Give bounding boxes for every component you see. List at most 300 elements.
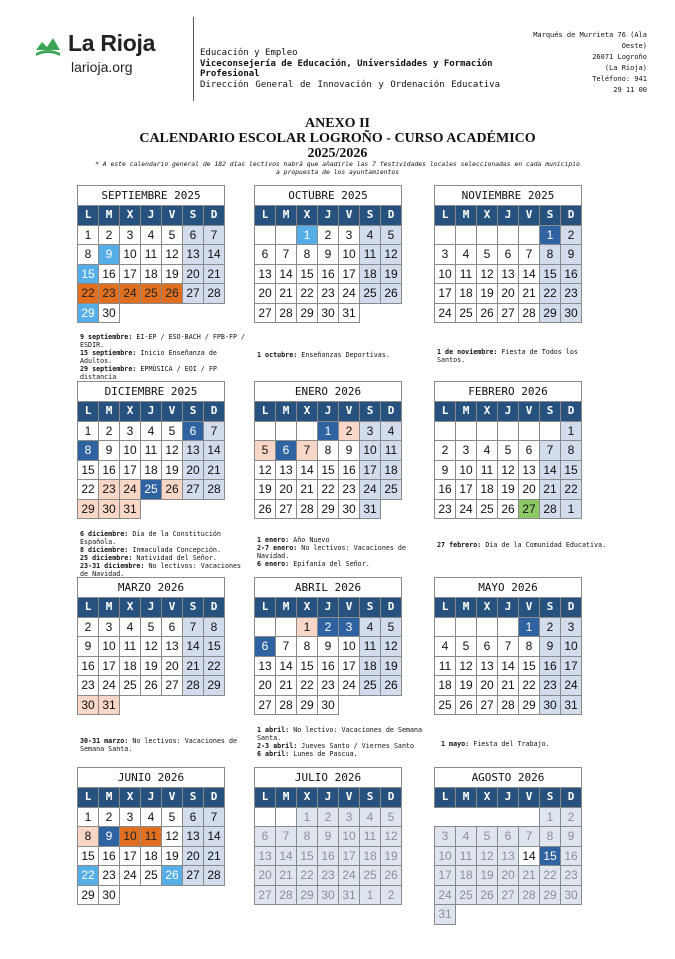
day-cell: 19 xyxy=(162,460,183,480)
day-cell: 17 xyxy=(120,264,141,284)
notes-may xyxy=(441,740,611,748)
day-cell: 26 xyxy=(162,480,183,500)
day-cell: 23 xyxy=(318,676,339,696)
day-cell: 1 xyxy=(78,807,99,827)
calendar-note: * A este calendario general de 182 días lectivos habrá que añadirle las 7 festividades locales seleccionadas en cada municipio a propuesta de los ayuntamientos xyxy=(95,160,580,176)
month-calendar xyxy=(434,381,582,519)
note-line xyxy=(80,530,250,546)
day-cell: 4 xyxy=(141,421,162,441)
note-text: Año Nuevo xyxy=(289,536,330,544)
day-cell: 6 xyxy=(255,637,276,657)
day-cell: 15 xyxy=(318,460,339,480)
day-cell: 11 xyxy=(381,441,402,461)
note-line xyxy=(437,348,607,364)
weekday-header: S xyxy=(183,788,204,808)
day-cell: 16 xyxy=(318,656,339,676)
day-cell: 17 xyxy=(120,460,141,480)
day-cell: 11 xyxy=(360,637,381,657)
day-cell: 1 xyxy=(78,421,99,441)
note-date: 23-31 diciembre: xyxy=(80,562,145,570)
day-cell: 2 xyxy=(318,807,339,827)
note-line xyxy=(80,365,250,381)
day-cell: 27 xyxy=(519,499,540,519)
day-cell: 12 xyxy=(381,637,402,657)
note-line xyxy=(437,541,607,549)
day-cell: 29 xyxy=(78,499,99,519)
note-date: 27 febrero: xyxy=(437,541,482,549)
weekday-header: J xyxy=(318,788,339,808)
day-cell: 19 xyxy=(498,480,519,500)
month-name: NOVIEMBRE 2025 xyxy=(435,186,582,206)
address-street: Marqués de Murrieta 76 (Ala Oeste) xyxy=(533,31,647,50)
day-cell: 3 xyxy=(99,617,120,637)
day-cell: 6 xyxy=(276,441,297,461)
day-cell: 3 xyxy=(339,225,360,245)
day-cell xyxy=(255,225,276,245)
day-cell: 9 xyxy=(99,441,120,461)
day-cell: 5 xyxy=(477,245,498,265)
weekday-header: X xyxy=(297,788,318,808)
day-cell: 13 xyxy=(477,656,498,676)
day-cell: 26 xyxy=(381,284,402,304)
note-line xyxy=(257,544,427,560)
day-cell: 22 xyxy=(204,656,225,676)
day-cell: 21 xyxy=(276,284,297,304)
day-cell: 28 xyxy=(276,885,297,905)
day-cell: 12 xyxy=(162,827,183,847)
day-cell: 14 xyxy=(540,460,561,480)
day-cell: 29 xyxy=(519,695,540,715)
day-cell xyxy=(276,807,297,827)
day-cell: 19 xyxy=(255,480,276,500)
day-cell: 13 xyxy=(276,460,297,480)
weekday-header: L xyxy=(255,598,276,618)
day-cell: 5 xyxy=(141,617,162,637)
day-cell: 24 xyxy=(339,284,360,304)
day-cell: 22 xyxy=(540,866,561,886)
day-cell: 3 xyxy=(435,827,456,847)
day-cell: 15 xyxy=(561,460,582,480)
note-line xyxy=(257,351,427,359)
day-cell: 31 xyxy=(99,695,120,715)
day-cell: 18 xyxy=(456,284,477,304)
day-cell: 31 xyxy=(360,499,381,519)
note-line xyxy=(257,742,427,750)
note-date: 1 octubre: xyxy=(257,351,298,359)
day-cell: 11 xyxy=(456,846,477,866)
day-cell: 14 xyxy=(519,846,540,866)
weekday-header: V xyxy=(339,206,360,226)
notes-march xyxy=(80,737,250,753)
day-cell: 7 xyxy=(204,807,225,827)
weekday-header: X xyxy=(297,206,318,226)
day-cell: 11 xyxy=(141,827,162,847)
weekday-header: D xyxy=(561,206,582,226)
day-cell: 18 xyxy=(120,656,141,676)
note-text: Inicio Enseñanza de Adultos. xyxy=(80,349,217,365)
day-cell: 25 xyxy=(360,866,381,886)
day-cell: 14 xyxy=(276,656,297,676)
day-cell: 13 xyxy=(498,846,519,866)
day-cell: 15 xyxy=(540,846,561,866)
day-cell: 7 xyxy=(519,245,540,265)
weekday-header: X xyxy=(477,598,498,618)
weekday-header: S xyxy=(360,402,381,422)
dept-direccion: Dirección General de Innovación y Ordenación Educativa xyxy=(200,79,500,90)
weekday-header: M xyxy=(456,402,477,422)
day-cell: 12 xyxy=(381,245,402,265)
day-cell: 8 xyxy=(297,637,318,657)
day-cell: 28 xyxy=(276,303,297,323)
note-text: Jueves Santo / Viernes Santo xyxy=(297,742,415,750)
day-cell: 27 xyxy=(276,499,297,519)
day-cell: 19 xyxy=(162,264,183,284)
day-cell: 23 xyxy=(99,284,120,304)
day-cell: 19 xyxy=(381,846,402,866)
note-text: Lunes de Pascua. xyxy=(289,750,358,758)
month-calendar xyxy=(434,185,582,323)
day-cell: 15 xyxy=(297,846,318,866)
weekday-header: M xyxy=(99,788,120,808)
weekday-header: J xyxy=(318,598,339,618)
day-cell: 8 xyxy=(297,827,318,847)
day-cell: 18 xyxy=(360,846,381,866)
day-cell: 7 xyxy=(204,225,225,245)
day-cell: 6 xyxy=(255,245,276,265)
day-cell: 12 xyxy=(498,460,519,480)
day-cell: 2 xyxy=(561,807,582,827)
day-cell: 26 xyxy=(141,676,162,696)
month-name: ABRIL 2026 xyxy=(255,578,402,598)
day-cell xyxy=(276,617,297,637)
note-line xyxy=(80,333,250,349)
day-cell: 28 xyxy=(183,676,204,696)
note-date: 1 mayo: xyxy=(441,740,470,748)
day-cell: 25 xyxy=(120,676,141,696)
day-cell: 16 xyxy=(99,460,120,480)
day-cell: 8 xyxy=(519,637,540,657)
weekday-header: D xyxy=(561,402,582,422)
day-cell xyxy=(498,617,519,637)
weekday-header: J xyxy=(318,206,339,226)
day-cell: 11 xyxy=(141,441,162,461)
day-cell: 12 xyxy=(456,656,477,676)
day-cell: 12 xyxy=(381,827,402,847)
day-cell: 10 xyxy=(99,637,120,657)
weekday-header: J xyxy=(498,598,519,618)
note-line xyxy=(80,554,250,562)
note-line xyxy=(257,560,427,568)
weekday-header: X xyxy=(297,598,318,618)
day-cell: 25 xyxy=(456,303,477,323)
weekday-header: L xyxy=(78,402,99,422)
day-cell: 19 xyxy=(381,264,402,284)
day-cell: 2 xyxy=(540,617,561,637)
day-cell: 26 xyxy=(162,284,183,304)
address-phone-number: 29 11 00 xyxy=(613,86,647,94)
day-cell: 11 xyxy=(360,827,381,847)
day-cell xyxy=(540,421,561,441)
day-cell: 2 xyxy=(435,441,456,461)
day-cell: 3 xyxy=(120,807,141,827)
day-cell: 10 xyxy=(339,245,360,265)
weekday-header: D xyxy=(561,598,582,618)
weekday-header: D xyxy=(561,788,582,808)
note-text: Fiesta de Todos los Santos. xyxy=(437,348,578,364)
day-cell: 17 xyxy=(339,656,360,676)
day-cell: 1 xyxy=(519,617,540,637)
day-cell: 6 xyxy=(183,225,204,245)
weekday-header: V xyxy=(519,598,540,618)
day-cell xyxy=(255,617,276,637)
day-cell: 5 xyxy=(498,441,519,461)
day-cell xyxy=(477,617,498,637)
month-calendar xyxy=(77,577,225,715)
day-cell: 1 xyxy=(561,421,582,441)
day-cell: 8 xyxy=(78,827,99,847)
day-cell: 17 xyxy=(435,284,456,304)
day-cell xyxy=(498,421,519,441)
day-cell: 14 xyxy=(276,264,297,284)
day-cell: 13 xyxy=(255,656,276,676)
day-cell: 22 xyxy=(318,480,339,500)
day-cell: 19 xyxy=(162,846,183,866)
weekday-header: J xyxy=(318,402,339,422)
day-cell: 4 xyxy=(360,807,381,827)
day-cell xyxy=(255,421,276,441)
day-cell: 25 xyxy=(141,480,162,500)
note-date: 1 de noviembre: xyxy=(437,348,498,356)
day-cell: 30 xyxy=(99,499,120,519)
day-cell xyxy=(435,617,456,637)
day-cell: 22 xyxy=(297,676,318,696)
day-cell: 8 xyxy=(561,441,582,461)
day-cell: 13 xyxy=(519,460,540,480)
day-cell: 11 xyxy=(120,637,141,657)
day-cell: 30 xyxy=(318,303,339,323)
weekday-header: L xyxy=(255,206,276,226)
day-cell: 3 xyxy=(120,225,141,245)
weekday-header: V xyxy=(339,788,360,808)
weekday-header: M xyxy=(456,598,477,618)
day-cell: 28 xyxy=(276,695,297,715)
note-date: 6 enero: xyxy=(257,560,290,568)
day-cell: 28 xyxy=(540,499,561,519)
day-cell: 6 xyxy=(162,617,183,637)
annex-title: ANEXO II xyxy=(305,116,370,131)
weekday-header: X xyxy=(477,206,498,226)
day-cell: 21 xyxy=(183,656,204,676)
day-cell: 18 xyxy=(360,264,381,284)
day-cell: 12 xyxy=(162,441,183,461)
month-name: ENERO 2026 xyxy=(255,382,402,402)
day-cell: 30 xyxy=(561,303,582,323)
day-cell: 13 xyxy=(183,245,204,265)
day-cell: 3 xyxy=(339,617,360,637)
day-cell: 20 xyxy=(183,460,204,480)
day-cell: 20 xyxy=(255,284,276,304)
day-cell: 27 xyxy=(498,303,519,323)
day-cell: 24 xyxy=(120,284,141,304)
day-cell: 19 xyxy=(456,676,477,696)
day-cell: 3 xyxy=(120,421,141,441)
day-cell xyxy=(435,225,456,245)
address-block xyxy=(520,30,647,96)
day-cell: 7 xyxy=(519,827,540,847)
day-cell: 23 xyxy=(561,866,582,886)
day-cell: 5 xyxy=(381,617,402,637)
day-cell: 15 xyxy=(540,264,561,284)
day-cell: 8 xyxy=(540,245,561,265)
day-cell: 15 xyxy=(204,637,225,657)
month-name: MARZO 2026 xyxy=(78,578,225,598)
day-cell: 17 xyxy=(561,656,582,676)
month-calendar xyxy=(77,381,225,519)
day-cell: 21 xyxy=(204,846,225,866)
day-cell: 5 xyxy=(162,421,183,441)
day-cell: 9 xyxy=(561,245,582,265)
day-cell: 6 xyxy=(183,421,204,441)
notes-february xyxy=(437,541,607,549)
day-cell: 23 xyxy=(435,499,456,519)
weekday-header: V xyxy=(162,402,183,422)
weekday-header: M xyxy=(99,598,120,618)
weekday-header: V xyxy=(339,598,360,618)
weekday-header: D xyxy=(204,206,225,226)
day-cell: 10 xyxy=(120,827,141,847)
day-cell: 14 xyxy=(183,637,204,657)
weekday-header: L xyxy=(435,598,456,618)
day-cell: 10 xyxy=(339,637,360,657)
day-cell: 5 xyxy=(381,225,402,245)
weekday-header: J xyxy=(498,402,519,422)
day-cell: 8 xyxy=(204,617,225,637)
logo-website: larioja.org xyxy=(71,59,133,75)
day-cell: 26 xyxy=(381,866,402,886)
day-cell: 20 xyxy=(519,480,540,500)
day-cell xyxy=(456,617,477,637)
day-cell xyxy=(276,225,297,245)
header-divider xyxy=(193,17,194,101)
day-cell: 13 xyxy=(255,264,276,284)
weekday-header: S xyxy=(183,402,204,422)
day-cell: 27 xyxy=(183,284,204,304)
weekday-header: M xyxy=(276,402,297,422)
day-cell: 22 xyxy=(78,480,99,500)
weekday-header: V xyxy=(162,598,183,618)
day-cell: 25 xyxy=(141,284,162,304)
day-cell xyxy=(456,421,477,441)
note-line xyxy=(257,536,427,544)
day-cell: 31 xyxy=(120,499,141,519)
day-cell: 28 xyxy=(204,284,225,304)
day-cell xyxy=(381,499,402,519)
day-cell xyxy=(519,225,540,245)
day-cell: 20 xyxy=(183,846,204,866)
day-cell: 23 xyxy=(339,480,360,500)
day-cell: 19 xyxy=(477,284,498,304)
day-cell: 17 xyxy=(99,656,120,676)
weekday-header: V xyxy=(339,402,360,422)
day-cell: 12 xyxy=(255,460,276,480)
day-cell: 19 xyxy=(477,866,498,886)
day-cell: 15 xyxy=(78,846,99,866)
note-date: 6 diciembre: xyxy=(80,530,129,538)
day-cell: 5 xyxy=(456,637,477,657)
day-cell: 21 xyxy=(204,460,225,480)
day-cell: 4 xyxy=(141,225,162,245)
note-line xyxy=(80,562,250,578)
day-cell xyxy=(297,421,318,441)
day-cell: 6 xyxy=(498,245,519,265)
day-cell xyxy=(498,807,519,827)
weekday-header: S xyxy=(540,788,561,808)
day-cell: 25 xyxy=(360,284,381,304)
day-cell: 23 xyxy=(561,284,582,304)
day-cell: 21 xyxy=(276,676,297,696)
note-text: No lectivos: Vacaciones de Navidad. xyxy=(257,544,406,560)
weekday-header: M xyxy=(99,402,120,422)
day-cell: 9 xyxy=(561,827,582,847)
weekday-header: V xyxy=(162,788,183,808)
day-cell: 4 xyxy=(456,245,477,265)
weekday-header: L xyxy=(255,402,276,422)
weekday-header: M xyxy=(456,788,477,808)
day-cell: 2 xyxy=(318,225,339,245)
day-cell: 12 xyxy=(141,637,162,657)
weekday-header: X xyxy=(477,402,498,422)
weekday-header: X xyxy=(120,402,141,422)
day-cell: 16 xyxy=(339,460,360,480)
day-cell: 14 xyxy=(276,846,297,866)
day-cell: 6 xyxy=(477,637,498,657)
day-cell: 15 xyxy=(519,656,540,676)
day-cell: 27 xyxy=(255,695,276,715)
day-cell: 22 xyxy=(78,866,99,886)
day-cell: 28 xyxy=(297,499,318,519)
day-cell: 24 xyxy=(339,676,360,696)
day-cell: 24 xyxy=(339,866,360,886)
note-date: 30-31 marzo: xyxy=(80,737,129,745)
note-text: Día de la Constitución Española. xyxy=(80,530,221,546)
day-cell: 9 xyxy=(99,245,120,265)
day-cell: 16 xyxy=(99,264,120,284)
day-cell: 17 xyxy=(435,866,456,886)
weekday-header: D xyxy=(204,402,225,422)
day-cell: 22 xyxy=(561,480,582,500)
day-cell: 1 xyxy=(78,225,99,245)
day-cell: 23 xyxy=(99,866,120,886)
day-cell: 29 xyxy=(78,303,99,323)
address-phone-label: Teléfono: 941 xyxy=(592,75,647,83)
month-name: JULIO 2026 xyxy=(255,768,402,788)
day-cell xyxy=(519,421,540,441)
day-cell: 27 xyxy=(183,866,204,886)
day-cell: 1 xyxy=(318,421,339,441)
day-cell: 25 xyxy=(360,676,381,696)
day-cell: 5 xyxy=(477,827,498,847)
day-cell: 26 xyxy=(498,499,519,519)
day-cell: 30 xyxy=(540,695,561,715)
note-text: No lectivos: Vacaciones de Navidad. xyxy=(80,562,242,578)
logo-title: La Rioja xyxy=(68,30,156,56)
day-cell: 16 xyxy=(318,846,339,866)
day-cell: 20 xyxy=(276,480,297,500)
day-cell: 30 xyxy=(561,885,582,905)
notes-november xyxy=(437,348,607,364)
day-cell: 23 xyxy=(78,676,99,696)
day-cell: 10 xyxy=(360,441,381,461)
